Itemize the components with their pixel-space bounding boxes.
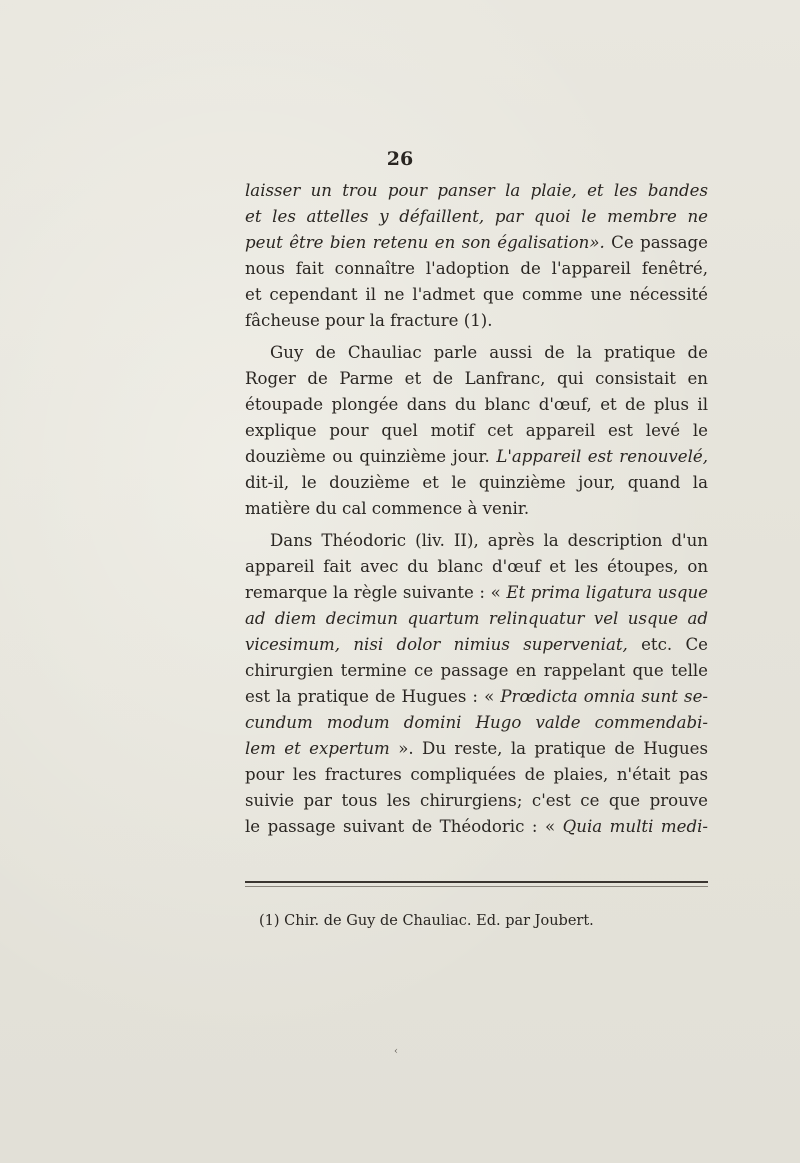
italic-segment: peut être bien retenu en son égalisation».	[245, 233, 605, 252]
text-line	[245, 230, 708, 256]
text-segment: Roger de Parme et de Lanfranc, qui consistait en	[245, 369, 708, 388]
text-segment: pour les fractures compliquées de plaies, n'était pas	[245, 765, 708, 784]
text-line	[245, 580, 708, 606]
italic-segment: L'appareil est renouvelé,	[496, 447, 708, 466]
italic-segment: Prœdicta omnia sunt se-	[500, 687, 708, 706]
text-segment: dit-il, le douzième et le quinzième jour, quand la	[245, 473, 708, 492]
italic-segment: ad diem decimun quartum relinquatur vel usque ad	[245, 609, 708, 628]
text-line	[245, 282, 708, 308]
text-segment: explique pour quel motif cet appareil est levé le	[245, 421, 708, 440]
text-line	[245, 340, 708, 366]
text-segment: Dans Théodoric (liv. II), après la description d'un	[270, 531, 708, 550]
footnote-rule-thin	[245, 886, 708, 887]
text-segment: est la pratique de Hugues : «	[245, 687, 501, 706]
text-line	[245, 814, 708, 840]
text-segment: remarque la règle suivante : «	[245, 583, 507, 602]
italic-segment: laisser un trou pour panser la plaie, et les bandes	[245, 181, 708, 200]
text-line	[245, 418, 708, 444]
text-line	[245, 736, 708, 762]
text-segment: etc. Ce	[627, 635, 708, 654]
text-line	[245, 444, 708, 470]
text-line	[245, 684, 708, 710]
text-segment: le passage suivant de Théodoric : «	[245, 817, 563, 836]
text-line	[245, 554, 708, 580]
text-segment: étoupade plongée dans du blanc d'œuf, et de plus il	[245, 395, 708, 414]
stray-mark: ‹	[394, 1046, 398, 1057]
text-line	[245, 204, 708, 230]
italic-segment: cundum modum domini Hugo valde commendabi-	[245, 713, 708, 732]
text-line	[245, 528, 708, 554]
text-line	[245, 496, 708, 522]
text-segment: Ce passage	[604, 233, 708, 252]
text-line	[245, 606, 708, 632]
text-line	[245, 658, 708, 684]
italic-segment: vicesimum, nisi dolor nimius superveniat,	[245, 635, 628, 654]
text-line	[245, 256, 708, 282]
italic-segment: Et prima ligatura usque	[506, 583, 708, 602]
italic-segment: Quia multi medi-	[562, 817, 708, 836]
text-segment: douzième ou quinzième jour.	[245, 447, 497, 466]
page-number: 26	[386, 148, 414, 170]
text-segment: et cependant il ne l'admet que comme une nécessité	[245, 285, 708, 304]
text-segment: matière du cal commence à venir.	[245, 499, 530, 518]
text-segment: chirurgien termine ce passage en rappelant que telle	[245, 661, 708, 680]
text-line	[245, 762, 708, 788]
italic-segment: et les attelles y défaillent, par quoi le membre ne	[245, 207, 708, 226]
text-segment: ». Du reste, la pratique de Hugues	[389, 739, 709, 758]
footnote-rule	[245, 881, 708, 883]
text-segment: suivie par tous les chirurgiens; c'est ce que prouve	[245, 791, 708, 810]
text-segment: nous fait connaître l'adoption de l'appareil fenêtré,	[245, 259, 708, 278]
text-line	[245, 710, 708, 736]
text-line	[245, 470, 708, 496]
text-line	[245, 366, 708, 392]
text-segment: Guy de Chauliac parle aussi de la pratique de	[270, 343, 708, 362]
body-text	[245, 178, 708, 840]
text-line	[245, 632, 708, 658]
text-line	[245, 178, 708, 204]
text-line	[245, 308, 708, 334]
text-segment: appareil fait avec du blanc d'œuf et les étoupes, on	[245, 557, 708, 576]
text-segment: fâcheuse pour la fracture (1).	[245, 311, 493, 330]
text-line	[245, 788, 708, 814]
footnote: (1) Chir. de Guy de Chauliac. Ed. par Joubert.	[259, 913, 594, 929]
text-line	[245, 392, 708, 418]
italic-segment: lem et expertum	[245, 739, 390, 758]
